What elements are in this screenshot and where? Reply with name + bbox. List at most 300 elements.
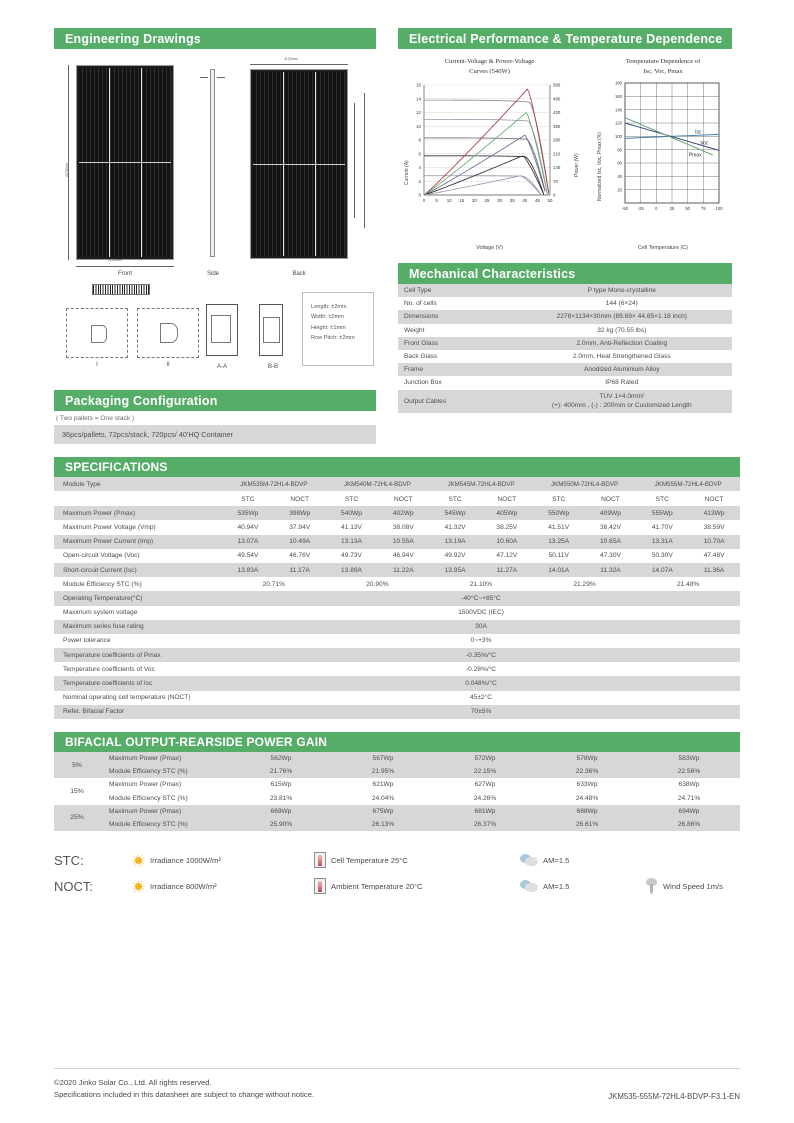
panel-back-view: [250, 69, 348, 259]
mechanical-value: [512, 390, 732, 414]
table-row: [398, 284, 732, 297]
table-row: [398, 297, 732, 310]
spec-value: 21.10%: [469, 580, 493, 588]
mechanical-value: P type Mono-crystalline: [587, 287, 656, 295]
noct-ambient-temp-text: Ambient Temperature 20°C: [331, 881, 423, 891]
mechanical-value: Anodized Aluminium Alloy: [584, 366, 660, 374]
module-type-name: JKM535M-72HL4-BDVP: [240, 480, 308, 488]
spec-value: 0.048%/°C: [465, 680, 497, 688]
engineering-drawings-header: Engineering Drawings: [54, 28, 376, 49]
spec-value: 413Wp: [703, 509, 725, 517]
condition-header: STC: [241, 496, 255, 504]
bifacial-value: 675Wp: [372, 807, 394, 815]
mechanical-key: Frame: [404, 366, 424, 374]
iv-pv-chart: [398, 57, 581, 251]
table-row: [54, 477, 740, 491]
bifacial-row-label: Maximum Power (Pmax): [109, 807, 182, 815]
condition-header: STC: [448, 496, 462, 504]
mechanical-value-line2: (+): 400mm , (-) : 200mm or Customized Length: [551, 402, 692, 410]
spec-value: 10.60A: [496, 538, 518, 546]
svg-text:6: 6: [418, 151, 421, 157]
svg-text:350: 350: [553, 123, 561, 129]
detail-label-BB: B-B: [267, 364, 278, 370]
mechanical-value: 2.0mm, Anti-Reflection Coating: [576, 339, 668, 347]
spec-value: 13.25A: [548, 538, 570, 546]
svg-text:25: 25: [484, 198, 490, 203]
packaging-note: ( Two pallets = One stack ): [56, 415, 135, 422]
spec-value: 49.73V: [341, 552, 362, 560]
table-row: [398, 390, 732, 414]
detail-view-II: [137, 308, 199, 358]
spec-value: 13.31A: [651, 538, 673, 546]
frame-section-BB: [259, 304, 283, 356]
spec-value: 555Wp: [651, 509, 673, 517]
bifacial-gain-percent: 15%: [70, 788, 84, 796]
spec-value: 10.70A: [703, 538, 725, 546]
wind-icon: [644, 878, 658, 894]
spec-row-label: Maximum Power Voltage (Vmp): [63, 523, 156, 531]
noct-irradiance-text: Irradiance 800W/m²: [150, 881, 217, 891]
condition-header: STC: [344, 496, 359, 504]
spec-value: 10.55A: [392, 538, 414, 546]
spec-value: 20.71%: [262, 580, 285, 588]
sun-icon: [132, 880, 145, 893]
svg-text:120: 120: [615, 120, 622, 126]
cell-divider: [109, 68, 110, 257]
stc-am-text: AM=1.5: [543, 855, 570, 865]
spec-value: 13.89A: [341, 566, 362, 574]
table-row: [54, 506, 740, 520]
panel-front-view: [76, 65, 174, 260]
svg-text:10: 10: [416, 123, 421, 129]
view-caption-back: Back: [292, 271, 306, 277]
stc-cell-temp-text: Cell Temperature 25°C: [331, 855, 408, 865]
spec-row-label: Nominal operating cell temperature (NOCT): [63, 694, 191, 702]
spec-value: 13.07A: [237, 538, 259, 546]
noct-label: NOCT:: [54, 878, 93, 894]
specifications-table: [54, 477, 740, 719]
bifacial-row-label: Module Efficiency STC (%): [109, 794, 188, 802]
spec-value: 13.19A: [444, 538, 466, 546]
svg-text:Pmax: Pmax: [688, 152, 702, 159]
electrical-performance-header: Electrical Performance & Temperature Dependence: [398, 28, 732, 49]
stc-label: STC:: [54, 852, 84, 868]
spec-value: 11.32A: [600, 566, 621, 574]
spec-value: 21.48%: [677, 580, 700, 588]
table-row: [54, 662, 740, 676]
engineering-drawings-column: [54, 28, 376, 444]
bifacial-value: 24.04%: [371, 794, 395, 802]
svg-text:25: 25: [669, 206, 675, 211]
svg-text:40: 40: [522, 198, 528, 203]
spec-value: 47.48V: [703, 552, 725, 560]
mechanical-key: Weight: [404, 326, 425, 334]
svg-text:0: 0: [553, 192, 556, 198]
spec-value: 37.94V: [289, 523, 311, 531]
spec-value: 1500VDC (IEC): [458, 609, 504, 617]
bifacial-block: [54, 732, 740, 831]
spec-value: 11.22A: [393, 566, 414, 574]
table-row: [54, 520, 740, 534]
table-row: [54, 577, 740, 591]
spec-value: 13.83A: [237, 566, 259, 574]
bifacial-value: 22.56%: [677, 768, 701, 776]
mechanical-key: Front Glass: [404, 339, 439, 347]
footer-divider: [54, 1068, 740, 1069]
mechanical-value: 2.0mm, Heat Strengthened Glass: [572, 353, 671, 361]
svg-text:140: 140: [615, 107, 622, 113]
spec-value: 30A: [475, 623, 487, 631]
dimension-line: [364, 93, 365, 228]
detail-drawings: [54, 282, 376, 382]
table-row: [54, 491, 740, 506]
stc-irradiance-text: Irradiance 1000W/m²: [150, 855, 221, 865]
svg-text:560: 560: [553, 82, 561, 88]
spec-row-label: Maximum Power (Pmax): [63, 509, 136, 517]
bifacial-value: 26.37%: [473, 821, 497, 829]
temp-x-axis-label: Cell Temperature (C): [638, 245, 688, 251]
spec-row-label: Maximum Power Current (Imp): [63, 538, 154, 546]
stc-cell-temp: [314, 852, 520, 868]
specifications-header: SPECIFICATIONS: [54, 457, 740, 477]
frame-section-AA: [206, 304, 238, 356]
bifacial-value: 562Wp: [270, 755, 292, 763]
temp-dependence-chart: [595, 57, 731, 251]
barcode-icon: [92, 284, 150, 295]
svg-text:70: 70: [553, 178, 558, 184]
bifacial-value: 26.61%: [575, 821, 599, 829]
temp-chart-title: Temperature Dependence of Isc, Voc, Pmax: [625, 58, 701, 75]
module-type-label: Module Type: [63, 480, 101, 488]
frame-inner: [211, 315, 231, 343]
disclaimer-text: Specifications included in this datasheet are subject to change without notice.: [54, 1089, 315, 1099]
bifacial-value: 621Wp: [372, 781, 394, 789]
electrical-performance-column: [398, 28, 732, 444]
svg-text:0: 0: [418, 192, 421, 198]
spec-value: 45±2°C: [469, 694, 493, 702]
mechanical-value: IP68 Rated: [605, 379, 639, 387]
table-row: [54, 591, 740, 605]
cell-divider: [253, 164, 345, 165]
spec-value: 47.12V: [496, 552, 518, 560]
svg-text:30: 30: [497, 198, 503, 203]
junction-box-outline: [160, 323, 178, 343]
spec-value: 21.29%: [573, 580, 596, 588]
svg-text:20: 20: [471, 198, 477, 203]
detail-label-AA: A-A: [216, 364, 227, 370]
bifacial-value: 22.15%: [473, 768, 497, 776]
svg-text:0: 0: [422, 198, 426, 203]
panel-side-view: [210, 69, 215, 257]
svg-text:160: 160: [615, 93, 622, 99]
spec-value: 10.49A: [289, 538, 311, 546]
svg-text:20: 20: [617, 187, 622, 193]
bifacial-value: 627Wp: [474, 781, 496, 789]
bifacial-value: 24.71%: [677, 794, 701, 802]
top-section: [54, 28, 740, 444]
detail-label-II: II: [166, 362, 170, 368]
copyright-text: ©2020 Jinko Solar Co., Ltd. All rights reserved.: [54, 1077, 212, 1087]
spacer: [54, 491, 222, 506]
module-type-name: JKM555M-72HL4-BDVP: [654, 480, 722, 488]
noct-wind-speed: [644, 878, 723, 894]
module-type-name: JKM545M-72HL4-BDVP: [447, 480, 515, 488]
spec-value: 41.70V: [651, 523, 673, 531]
spec-value: 49.92V: [444, 552, 466, 560]
bifacial-value: 694Wp: [678, 807, 700, 815]
mechanical-value: 32 kg (70.55 lbs): [597, 326, 647, 334]
bifacial-value: 22.36%: [575, 768, 599, 776]
mechanical-key: Dimensions: [404, 313, 439, 321]
svg-text:35: 35: [509, 198, 515, 203]
bifacial-value: 615Wp: [270, 781, 292, 789]
svg-text:490: 490: [553, 96, 561, 102]
spec-value: 14.01A: [548, 566, 570, 574]
spec-value: 38.59V: [703, 523, 725, 531]
noct-legend-row: [54, 873, 740, 899]
noct-am-text: AM=1.5: [543, 881, 570, 891]
table-row: [398, 376, 732, 389]
spec-value: 13.95A: [444, 566, 466, 574]
mechanical-block: [398, 263, 732, 413]
height-dimension-label: 2278mm: [65, 163, 69, 177]
conditions-legend: [54, 847, 740, 899]
noct-wind-speed-text: Wind Speed 1m/s: [663, 881, 723, 891]
svg-text:60: 60: [617, 160, 622, 166]
bifacial-value: 633Wp: [576, 781, 598, 789]
table-row: [54, 676, 740, 690]
spec-row-label: Module Efficiency STC (%): [63, 580, 142, 588]
document-code: JKM535-555M-72HL4-BDVP-F3.1-EN: [608, 1092, 740, 1101]
svg-text:210: 210: [553, 151, 561, 157]
footer-left: [54, 1077, 314, 1101]
spec-value: 38.42V: [600, 523, 621, 531]
mechanical-key: Cell Type: [404, 287, 432, 295]
mechanical-key: Junction Box: [404, 379, 442, 387]
bifacial-value: 21.95%: [371, 768, 395, 776]
panel-drawings: [54, 55, 376, 280]
table-row: [398, 310, 732, 323]
cell-divider: [141, 68, 142, 257]
svg-text:12: 12: [416, 110, 421, 116]
condition-header: STC: [655, 496, 669, 504]
table-row: [54, 778, 740, 791]
tolerance-width: Width: ±2mm: [311, 314, 344, 320]
svg-text:Voc: Voc: [700, 140, 709, 147]
spec-row-label: Temperature coefficients of Voc: [63, 665, 155, 673]
spec-row-label: Power tolerance: [63, 637, 111, 645]
bifacial-value: 669Wp: [270, 807, 292, 815]
mechanical-header: Mechanical Characteristics: [398, 263, 732, 284]
spec-value: 535Wp: [237, 509, 259, 517]
svg-text:45: 45: [534, 198, 540, 203]
bifacial-value: 638Wp: [678, 781, 700, 789]
spec-value: 20.90%: [366, 580, 389, 588]
mechanical-key: Output Cables: [404, 397, 447, 405]
iv-y2-axis-label: Power (W): [574, 153, 580, 177]
bifacial-row-label: Module Efficiency STC (%): [109, 768, 188, 776]
table-row: [398, 337, 732, 350]
dimension-line: [200, 77, 208, 78]
condition-header: STC: [552, 496, 566, 504]
spec-value: 545Wp: [444, 509, 466, 517]
table-row: [54, 805, 740, 818]
svg-text:-50: -50: [621, 206, 629, 211]
spec-value: 11.17A: [289, 566, 310, 574]
bifacial-value: 688Wp: [576, 807, 598, 815]
sun-icon: [132, 854, 145, 867]
spec-value: 50.30V: [651, 552, 673, 560]
view-caption-side: Side: [206, 271, 219, 277]
svg-text:180: 180: [615, 80, 622, 86]
bifacial-value: 578Wp: [576, 755, 598, 763]
table-row: [398, 324, 732, 337]
mechanical-value-line1: TUV 1×4.0mm²: [599, 392, 645, 400]
spec-row-label: Short-circuit Current (Isc): [63, 566, 137, 574]
tolerance-box: [302, 292, 374, 366]
dimension-line: [217, 77, 225, 78]
table-row: [54, 634, 740, 648]
svg-text:100: 100: [715, 206, 723, 211]
condition-header: NOCT: [393, 496, 413, 504]
bifacial-value: 24.48%: [575, 794, 599, 802]
bifacial-value: 24.26%: [473, 794, 497, 802]
bifacial-value: 681Wp: [474, 807, 496, 815]
svg-text:4: 4: [418, 165, 421, 171]
iv-x-axis-label: Voltage (V): [476, 245, 503, 251]
stc-am: [520, 854, 569, 866]
iv-y-axis-label: Current (A): [404, 160, 410, 185]
spec-value: 540Wp: [341, 509, 362, 517]
table-row: [54, 648, 740, 662]
svg-text:0: 0: [655, 206, 658, 211]
spec-value: 46.76V: [289, 552, 311, 560]
bifacial-value: 583Wp: [678, 755, 700, 763]
spec-value: 70±5%: [470, 708, 492, 716]
svg-text:100: 100: [615, 133, 622, 139]
spec-value: 409Wp: [600, 509, 621, 517]
svg-text:10: 10: [446, 198, 452, 203]
svg-text:40: 40: [617, 173, 622, 179]
spec-value: 11.36A: [703, 566, 725, 574]
spec-value: 402Wp: [392, 509, 414, 517]
module-type-name: JKM540M-72HL4-BDVP: [343, 480, 411, 488]
packaging-header: Packaging Configuration: [54, 390, 376, 411]
mechanical-key: Back Glass: [404, 353, 438, 361]
page-footer: [54, 1068, 740, 1101]
spec-value: 50.11V: [548, 552, 569, 560]
cell-divider: [315, 72, 316, 256]
bifacial-gain-percent: 25%: [70, 814, 84, 822]
svg-text:15: 15: [459, 198, 465, 203]
spec-value: 46.94V: [392, 552, 414, 560]
temp-chart-svg: [595, 77, 731, 237]
table-row: [54, 691, 740, 705]
svg-text:14: 14: [416, 96, 421, 102]
table-row: [54, 563, 740, 577]
spec-value: 10.65A: [600, 538, 621, 546]
table-row: [398, 350, 732, 363]
width-dimension-label: 1134mm: [108, 258, 122, 262]
dimension-line: [250, 64, 348, 65]
bifacial-value: 26.86%: [677, 821, 701, 829]
condition-header: NOCT: [290, 496, 310, 504]
mechanical-table: [398, 284, 732, 413]
bifacial-value: 21.76%: [269, 768, 293, 776]
table-row: [54, 765, 740, 778]
mechanical-value: 144 (6×24): [605, 300, 638, 308]
condition-header: NOCT: [601, 496, 620, 504]
spec-value: 405Wp: [496, 509, 518, 517]
thermometer-icon: [314, 878, 326, 894]
table-row: [54, 535, 740, 549]
junction-box-outline: [91, 325, 107, 343]
svg-text:50: 50: [547, 198, 553, 203]
thermometer-icon: [314, 852, 326, 868]
mechanical-value: 2278×1134×30mm (89.69× 44.65×1.18 inch): [556, 313, 687, 321]
temp-y-axis-label: Normalized Isc, Voc, Pmax (%): [597, 132, 603, 201]
table-row: [54, 620, 740, 634]
svg-text:5: 5: [435, 198, 438, 203]
detail-label-I: I: [96, 362, 98, 368]
table-row: [54, 606, 740, 620]
spec-value: 38.08V: [392, 523, 414, 531]
bifacial-value: 572Wp: [474, 755, 496, 763]
view-caption-front: Front: [117, 271, 132, 277]
stc-legend-row: [54, 847, 740, 873]
specifications-block: [54, 457, 740, 719]
spec-value: 41.51V: [548, 523, 570, 531]
condition-header: NOCT: [704, 496, 724, 504]
svg-text:16: 16: [416, 82, 421, 88]
spec-row-label: Temperature coefficients of Pmax: [63, 651, 161, 659]
table-row: [54, 792, 740, 805]
dimension-line: [354, 103, 355, 218]
noct-am: [520, 880, 644, 892]
spec-row-label: Maximum series fuse rating: [63, 623, 144, 631]
charts-row: [398, 57, 732, 251]
module-type-name: JKM550M-72HL4-BDVP: [551, 480, 619, 488]
spec-value: 38.25V: [496, 523, 518, 531]
spec-value: 41.32V: [444, 523, 466, 531]
spec-value: 11.27A: [496, 566, 518, 574]
bifacial-row-label: Maximum Power (Pmax): [109, 781, 182, 789]
bifacial-header: BIFACIAL OUTPUT-REARSIDE POWER GAIN: [54, 732, 740, 752]
packaging-block: [54, 390, 376, 444]
svg-text:75: 75: [700, 206, 706, 211]
bifacial-value: 23.81%: [269, 794, 293, 802]
spec-value: 47.30V: [600, 552, 621, 560]
cloud-icon: [520, 854, 538, 866]
spec-value: 49.54V: [237, 552, 259, 560]
svg-text:Isc: Isc: [695, 129, 702, 136]
table-row: [54, 549, 740, 563]
condition-header: NOCT: [497, 496, 517, 504]
cloud-icon: [520, 880, 538, 892]
dimension-line: [76, 266, 174, 267]
bifacial-value: 25.90%: [269, 821, 293, 829]
spec-value: -40°C~+85°C: [461, 594, 501, 602]
svg-text:8: 8: [418, 137, 421, 143]
spec-row-label: Refer. Bifacial Factor: [63, 708, 125, 716]
svg-text:2: 2: [418, 178, 421, 184]
packaging-value: 36pcs/pallets, 72pcs/stack, 720pcs/ 40'HQ Container: [54, 425, 376, 444]
bifacial-table: [54, 752, 740, 831]
spec-value: 14.07A: [651, 566, 673, 574]
svg-text:420: 420: [553, 110, 561, 116]
spec-value: 398Wp: [289, 509, 311, 517]
noct-irradiance: [132, 880, 314, 893]
